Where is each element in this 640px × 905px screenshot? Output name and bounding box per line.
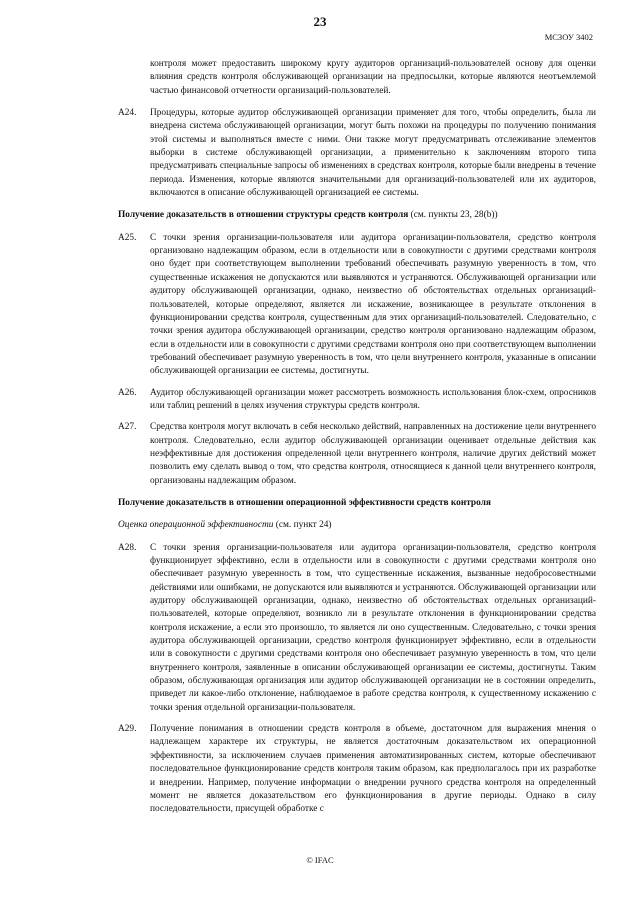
section-reference: (см. пункты 23, 28(b)) bbox=[408, 210, 498, 221]
paragraph-label: A26. bbox=[118, 387, 137, 398]
paragraph-a27 bbox=[118, 421, 596, 488]
paragraph-a24 bbox=[118, 107, 596, 200]
page-footer: © IFAC bbox=[306, 855, 334, 865]
document-code: МСЗОУ 3402 bbox=[544, 32, 593, 42]
paragraph-label: A24. bbox=[118, 108, 137, 119]
paragraph-label: A29. bbox=[118, 724, 137, 735]
paragraph-text: Получение понимания в отношении средств контроля в объеме, достаточном для выражения мнения о надлежащем характере их структуры, не является достаточным доказательством их операционной эффективности, за исключением случаев применения автоматизированных систем, которые обеспечивают последовательное функционирование средств контроля таким образом, как предполагалось при их разработке и внедрении. Например, получение информации о внедрении ручного средства контроля на определенный момент не является доказательством его функционирования в другие периоды. Однако в силу последовательности, присущей обработке с bbox=[150, 724, 596, 815]
page-number: 23 bbox=[313, 14, 327, 29]
paragraph-text: С точки зрения организации-пользователя или аудитора организации-пользователя, средство контроля функционирует эффективно, если в отдельности или в совокупности с другими средствами контроля оно обеспечивает разумную уверенность в том, что существенные искажения, вызванные недобросовестными действиями или ошибками, не допускаются или выявляются и устраняются. Обслуживающей организации или аудитору обслуживающей организации, однако, неизвестно об обстоятельствах отдельных организаций-пользователей, которые определяют, возникло ли в результате отклонения в функционировании средства контроля искажение, а если это произошло, то является ли оно существенным. Следовательно, с точки зрения аудитора обслуживающей организации, средство контроля функционирует эффективно, если в отдельности или в совокупности с другими средствами контроля оно обеспечивает разумную уверенность в том, что цели внутреннего контроля, заявленные в описании обслуживающей организации ее системы, достигнуты. Таким образом, обслуживающая организация или аудитор обслуживающей организации не в состоянии определить, приведет ли какое-либо отклонение, наблюдаемое в работе средства контроля, к существенному искажению с точки зрения отдельной организации-пользователя. bbox=[150, 542, 596, 713]
paragraph-label: A25. bbox=[118, 232, 137, 243]
continuation-paragraph: контроля может предоставить широкому кругу аудиторов организаций-пользователей основу для оценки влияния средств контроля обслуживающей организации на предпосылки, которые являются неотъемлемой частью финансовой отчетности организаций-пользователей. bbox=[150, 59, 596, 96]
paragraph-a25 bbox=[118, 232, 596, 379]
paragraph-a26 bbox=[118, 387, 596, 414]
paragraph-text: С точки зрения организации-пользователя или аудитора организации-пользователя, средство контроля организовано надлежащим образом, если в отдельности или в совокупности с другими средствами контроля оно будет при соответствующем выполнении требований обеспечивать разумную уверенность в том, что существенные искажения не допускаются или выявляются и устраняются. Обслуживающей организации или аудитору обслуживающей организации, однако, неизвестно об обстоятельствах отдельных организаций-пользователей, которые определяют, является ли искажение, возникающее в результате отклонения в функционировании средства контроля, существенным для этих организаций-пользователей. Следовательно, с точки зрения аудитора обслуживающей организации, средство контроля организовано надлежащим образом, если в отдельности или в совокупности с другими средствами контроля оно при соответствующем выполнении требований обеспечивает разумную уверенность в том, что цели внутреннего контроля, указанные в описании обслуживающей организации ее системы, достигнуты. bbox=[150, 232, 596, 377]
paragraph-label: A28. bbox=[118, 542, 137, 553]
document-body bbox=[118, 58, 596, 825]
paragraph-label: A27. bbox=[118, 422, 137, 433]
paragraph-text: Средства контроля могут включать в себя несколько действий, направленных на достижение цели внутреннего контроля. Следовательно, если аудитор обслуживающей организации оценивает отдельные действия как неэффективные для достижения определенной цели внутреннего контроля, наличие других действий может позволить ему сделать вывод о том, что средства контроля, относящиеся к данной цели внутреннего контроля, организованы надлежащим образом. bbox=[150, 422, 596, 486]
section-heading-structure bbox=[118, 209, 596, 222]
subsection-reference: (см. пункт 24) bbox=[273, 520, 332, 531]
subsection-title: Оценка операционной эффективности bbox=[118, 520, 274, 531]
paragraph-text: Аудитор обслуживающей организации может рассмотреть возможность использования блок-схем, опросников или таблиц решений в целях изучения структуры средств контроля. bbox=[150, 387, 596, 411]
section-heading-operating-effectiveness bbox=[118, 497, 596, 510]
paragraph-text: Процедуры, которые аудитор обслуживающей организации применяет для того, чтобы определить, была ли внедрена система обслуживающей организации, могут быть похожи на процедуры по получению понимания этой системы и выполняться вместе с ними. Они также могут предусматривать отслеживание элементов выборки в системе обслуживающей организации, а применительно к заключениям второго типа предусматривать специальные запросы об изменениях в средствах контроля, которые были внедрены в течение периода. Изменения, которые являются значительными для организаций-пользователей или их аудиторов, включаются в описание обслуживающей организацией ее системы. bbox=[150, 108, 596, 199]
section-title: Получение доказательств в отношении структуры средств контроля bbox=[118, 210, 409, 221]
subsection-heading bbox=[118, 519, 596, 532]
section-title: Получение доказательств в отношении операционной эффективности средств контроля bbox=[118, 497, 491, 508]
paragraph-a28 bbox=[118, 542, 596, 715]
paragraph-a29 bbox=[118, 723, 596, 816]
